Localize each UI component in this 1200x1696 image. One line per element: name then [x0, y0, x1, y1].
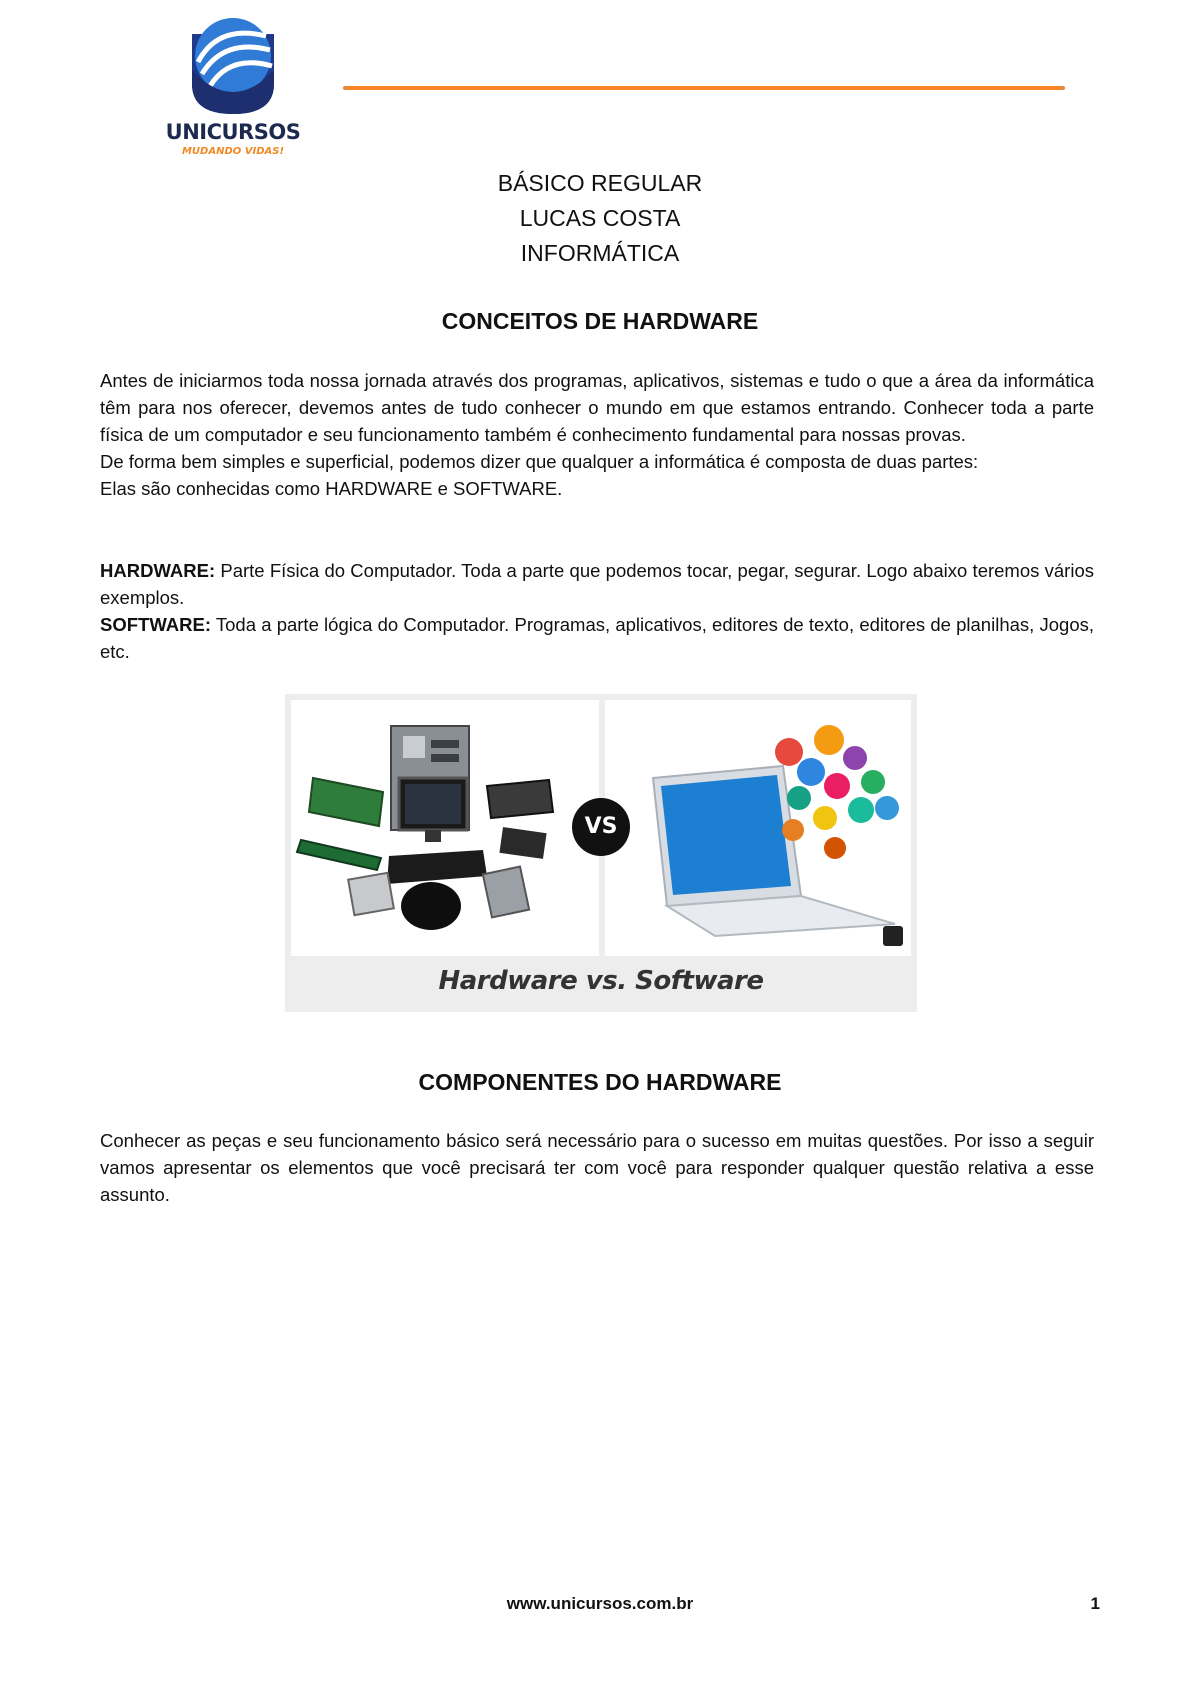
software-panel: [605, 700, 911, 956]
section-heading-componentes: COMPONENTES DO HARDWARE: [418, 1069, 782, 1095]
figure-caption: Hardware vs. Software: [438, 966, 764, 996]
hardware-label: HARDWARE:: [100, 560, 216, 581]
footer-url: www.unicursos.com.br: [506, 1594, 694, 1613]
intro-paragraph: Antes de iniciarmos toda nossa jornada através dos programas, aplicativos, sistemas e tudo o que a área da informática têm para nos oferecer, devemos antes de tudo conhecer o mundo em que estamos entrando. Conhecer toda a parte física de um computador e seu funcionamento também é conhecimento fundamental para nossas provas.: [100, 370, 1094, 445]
teacher-name: LUCAS COSTA: [519, 205, 681, 231]
subject-title: INFORMÁTICA: [520, 240, 680, 266]
components-text: [100, 1127, 1094, 1208]
software-definition: [100, 611, 1094, 665]
hardware-definition: [100, 557, 1094, 611]
course-title: BÁSICO REGULAR: [497, 170, 703, 196]
document-titles: [0, 166, 1200, 271]
software-text: Toda a parte lógica do Computador. Programas, aplicativos, editores de texto, editores de planilhas, Jogos, etc.: [100, 614, 1094, 662]
hardware-text: Parte Física do Computador. Toda a parte que podemos tocar, pegar, segurar. Logo abaixo teremos vários exemplos.: [100, 560, 1094, 608]
logo-name: UNICURSOS: [165, 120, 301, 144]
software-label: SOFTWARE:: [100, 614, 211, 635]
intro-text: [100, 367, 1094, 502]
vs-badge: VS: [572, 798, 630, 856]
logo-tagline: MUDANDO VIDAS!: [181, 146, 285, 157]
hardware-vs-software-image: [285, 694, 917, 1012]
definitions-text: [100, 557, 1094, 665]
unicursos-logo: [158, 14, 308, 164]
section-heading-conceitos: CONCEITOS DE HARDWARE: [441, 308, 759, 334]
hw-sw-paragraph: Elas são conhecidas como HARDWARE e SOFTWARE.: [100, 478, 563, 499]
components-paragraph: Conhecer as peças e seu funcionamento básico será necessário para o sucesso em muitas questões. Por isso a seguir vamos apresentar os elementos que você precisará ter com você para responder qualquer questão relativa a esse assunto.: [100, 1130, 1094, 1205]
hardware-panel: [291, 700, 599, 956]
header-rule: [343, 86, 1065, 90]
page-number: 1: [1090, 1594, 1100, 1613]
hardware-parts-icon: [291, 700, 599, 956]
laptop-apps-icon: [605, 700, 911, 956]
two-parts-paragraph: De forma bem simples e superficial, podemos dizer que qualquer a informática é composta de duas partes:: [100, 451, 979, 472]
logo-shield-icon: [158, 14, 308, 120]
